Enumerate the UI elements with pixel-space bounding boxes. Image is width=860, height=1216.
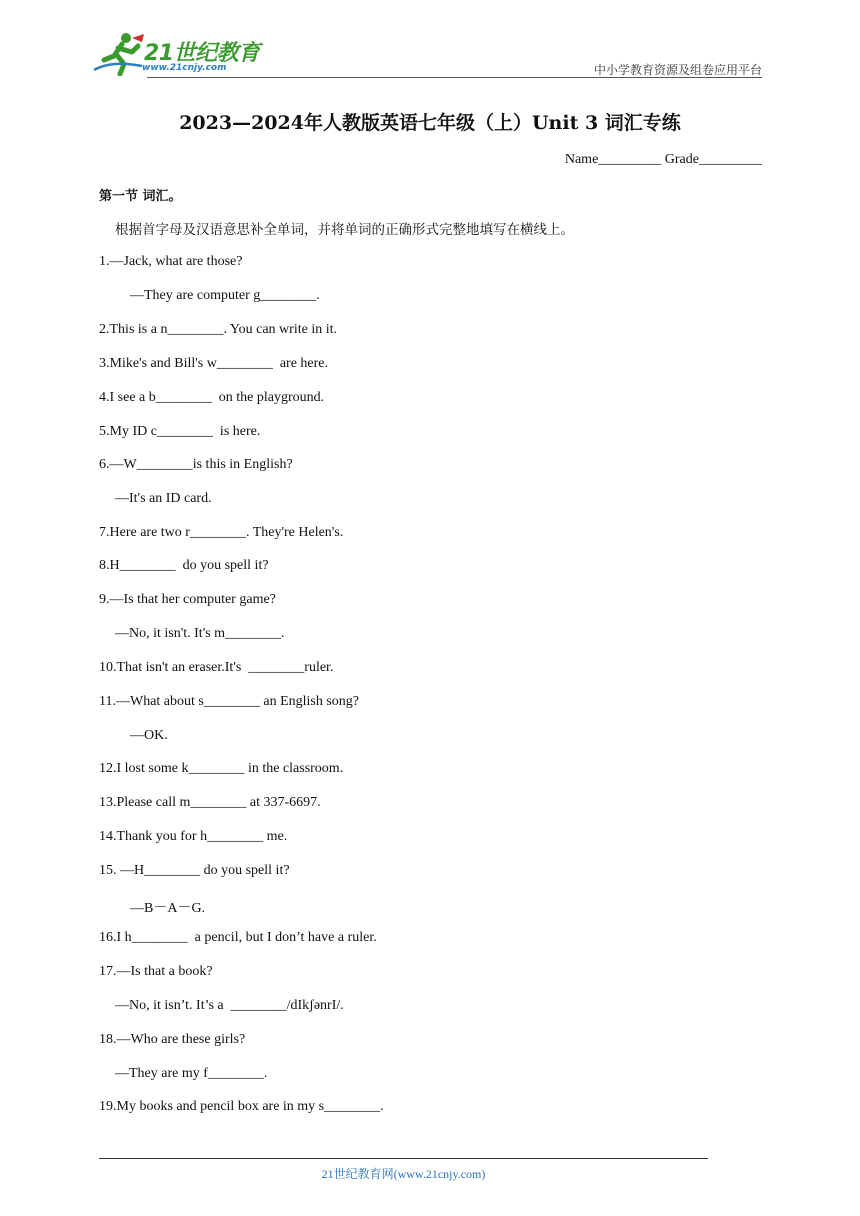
page-title: 2023—2024年人教版英语七年级（上）Unit 3 词汇专练	[179, 112, 681, 134]
question-line: —It's an ID card.	[115, 491, 212, 506]
question-line: —OK.	[130, 728, 168, 743]
footer-divider	[99, 1158, 708, 1159]
question-line: —B－A－G.	[130, 901, 206, 916]
instruction-text: 根据首字母及汉语意思补全单词，并将单词的正确形式完整地填写在横线上。	[115, 222, 574, 238]
name-grade-line: Name_________ Grade_________	[564, 152, 762, 167]
question-line: 11.—What about s________ an English song?	[99, 694, 360, 709]
question-line: 18.—Who are these girls?	[99, 1032, 246, 1047]
question-line: 9.—Is that her computer game?	[99, 592, 276, 607]
question-line: 1.—Jack, what are those?	[99, 254, 243, 269]
question-line: 19.My books and pencil box are in my s________.	[99, 1099, 384, 1114]
question-line: —They are my f________.	[115, 1066, 268, 1081]
section-heading: 第一节 词汇。	[99, 189, 182, 204]
question-line: 5.My ID c________ is here.	[99, 424, 261, 439]
question-line: 4.I see a b________ on the playground.	[99, 390, 325, 405]
question-line: —No, it isn't. It's m________.	[115, 626, 285, 641]
question-line: 15. —H________ do you spell it?	[99, 863, 290, 878]
question-line: —No, it isn’t. It’s a ________/dIkʃənrI/.	[115, 998, 344, 1013]
logo	[92, 30, 262, 76]
question-line: 10.That isn't an eraser.It's ________ruler.	[99, 660, 334, 675]
question-line: 14.Thank you for h________ me.	[99, 829, 288, 844]
question-line: 6.—W________is this in English?	[99, 457, 293, 472]
question-line: 8.H________ do you spell it?	[99, 558, 269, 573]
question-line: —They are computer g________.	[130, 288, 320, 303]
question-line: 17.—Is that a book?	[99, 964, 213, 979]
question-line: 13.Please call m________ at 337-6697.	[99, 795, 321, 810]
logo-url: www.21cnjy.com	[142, 63, 227, 73]
header-platform-text: 中小学教育资源及组卷应用平台	[593, 63, 762, 77]
page-header	[92, 30, 762, 78]
footer-link[interactable]: 21世纪教育网(www.21cnjy.com)	[321, 1167, 486, 1181]
logo-text: 21世纪教育	[144, 41, 260, 66]
question-line: 2.This is a n________. You can write in it.	[99, 322, 337, 337]
header-divider	[147, 77, 762, 78]
question-line: 16.I h________ a pencil, but I don’t have a ruler.	[99, 930, 377, 945]
question-line: 7.Here are two r________. They're Helen's.	[99, 525, 344, 540]
question-line: 12.I lost some k________ in the classroom.	[99, 761, 344, 776]
question-line: 3.Mike's and Bill's w________ are here.	[99, 356, 329, 371]
